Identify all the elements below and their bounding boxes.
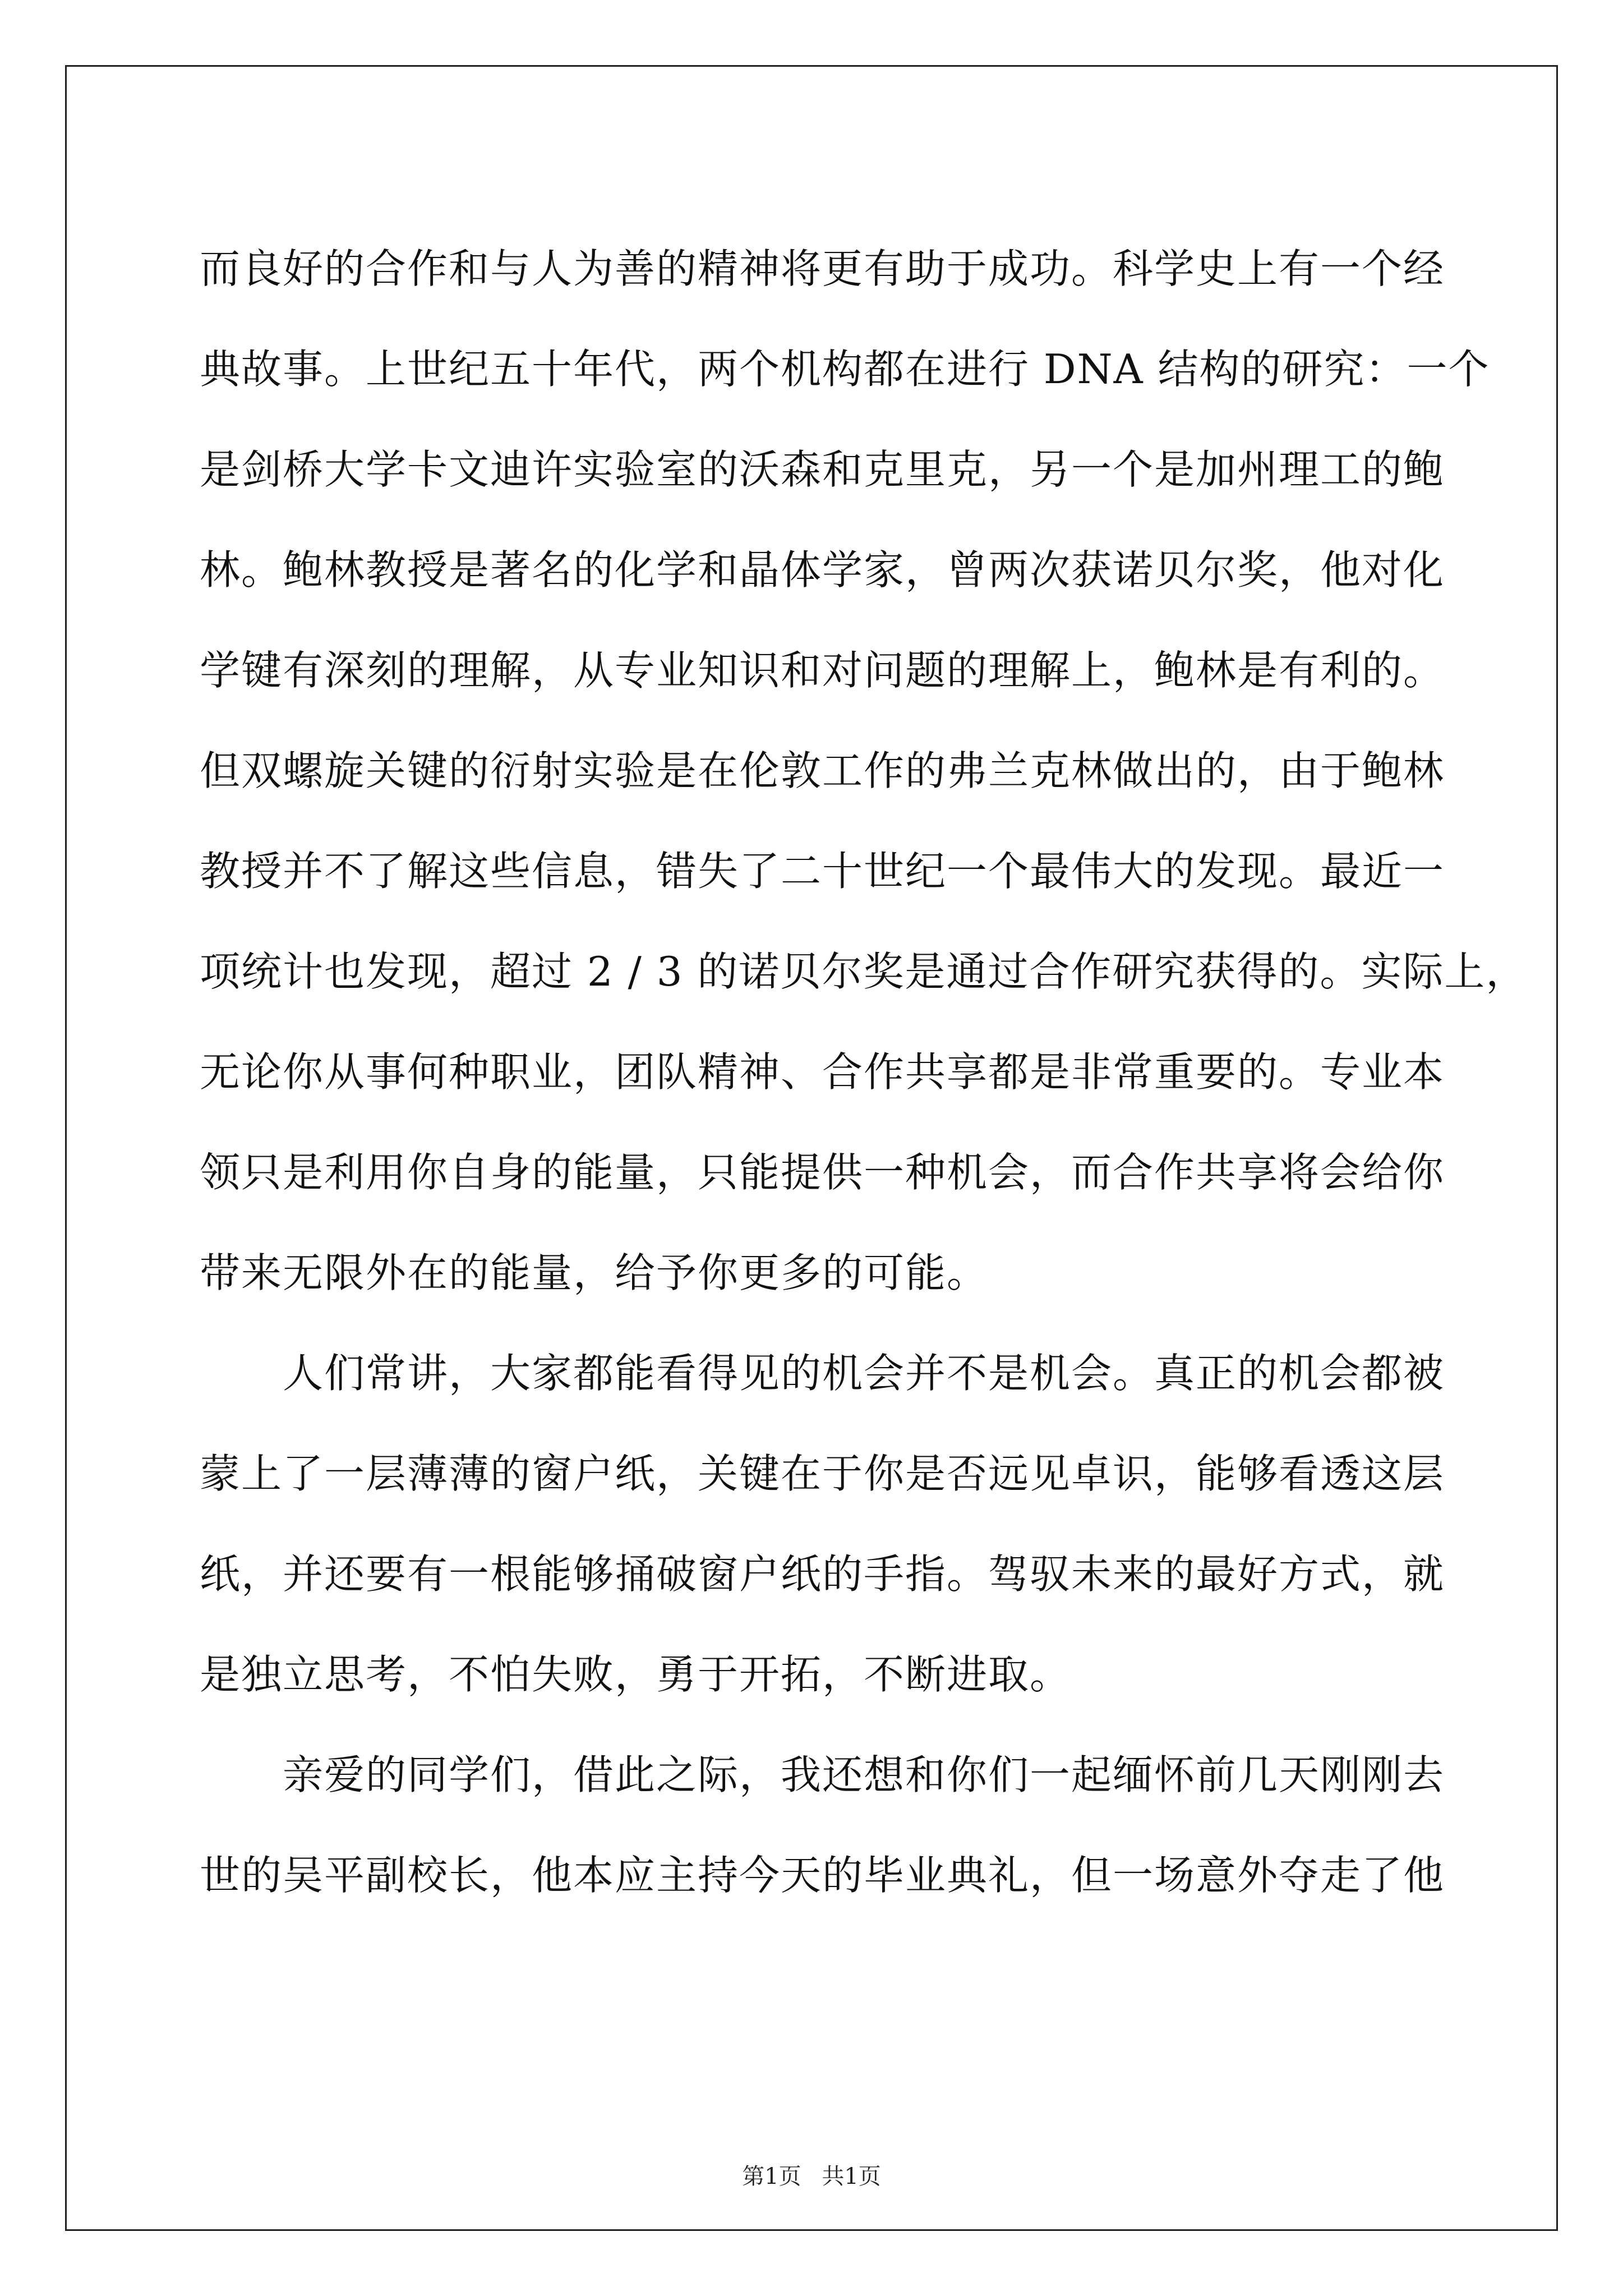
text-line: 人们常讲，大家都能看得见的机会并不是机会。真正的机会都被 <box>283 1350 1445 1397</box>
text-line: 亲爱的同学们，借此之际，我还想和你们一起缅怀前几天刚刚去 <box>283 1751 1445 1798</box>
text-line: 蒙上了一层薄薄的窗户纸，关键在于你是否远见卓识，能够看透这层 <box>200 1450 1445 1497</box>
page-total: 共1页 <box>822 2164 881 2189</box>
text-line: 是剑桥大学卡文迪许实验室的沃森和克里克，另一个是加州理工的鲍 <box>200 446 1445 493</box>
text-line: 学键有深刻的理解，从专业知识和对问题的理解上，鲍林是有利的。 <box>200 647 1445 694</box>
text-line: 典故事。上世纪五十年代，两个机构都在进行 DNA 结构的研究：一个 <box>200 346 1490 393</box>
page-footer <box>0 2159 1623 2191</box>
paragraph-1 <box>200 219 1528 1323</box>
paragraph-2 <box>200 1323 1445 1725</box>
text-line: 纸，并还要有一根能够捅破窗户纸的手指。驾驭未来的最好方式，就 <box>200 1550 1445 1598</box>
paragraph-3 <box>200 1725 1445 1926</box>
document-body <box>200 219 1528 1926</box>
text-line: 无论你从事何种职业，团队精神、合作共享都是非常重要的。专业本 <box>200 1048 1445 1096</box>
text-line: 带来无限外在的能量，给予你更多的可能。 <box>200 1249 989 1296</box>
text-line: 世的吴平副校长，他本应主持今天的毕业典礼，但一场意外夺走了他 <box>200 1852 1445 1899</box>
page-number: 第1页 <box>742 2164 801 2189</box>
text-line: 项统计也发现，超过 2 / 3 的诺贝尔奖是通过合作研究获得的。实际上， <box>200 948 1528 995</box>
text-line: 但双螺旋关键的衍射实验是在伦敦工作的弗兰克林做出的，由于鲍林 <box>200 747 1445 794</box>
text-line: 林。鲍林教授是著名的化学和晶体学家，曾两次获诺贝尔奖，他对化 <box>200 546 1445 593</box>
text-line: 而良好的合作和与人为善的精神将更有助于成功。科学史上有一个经 <box>200 245 1445 292</box>
text-line: 领只是利用你自身的能量，只能提供一种机会，而合作共享将会给你 <box>200 1149 1445 1196</box>
text-line: 是独立思考，不怕失败，勇于开拓，不断进取。 <box>200 1651 1072 1698</box>
text-line: 教授并不了解这些信息，错失了二十世纪一个最伟大的发现。最近一 <box>200 848 1445 895</box>
